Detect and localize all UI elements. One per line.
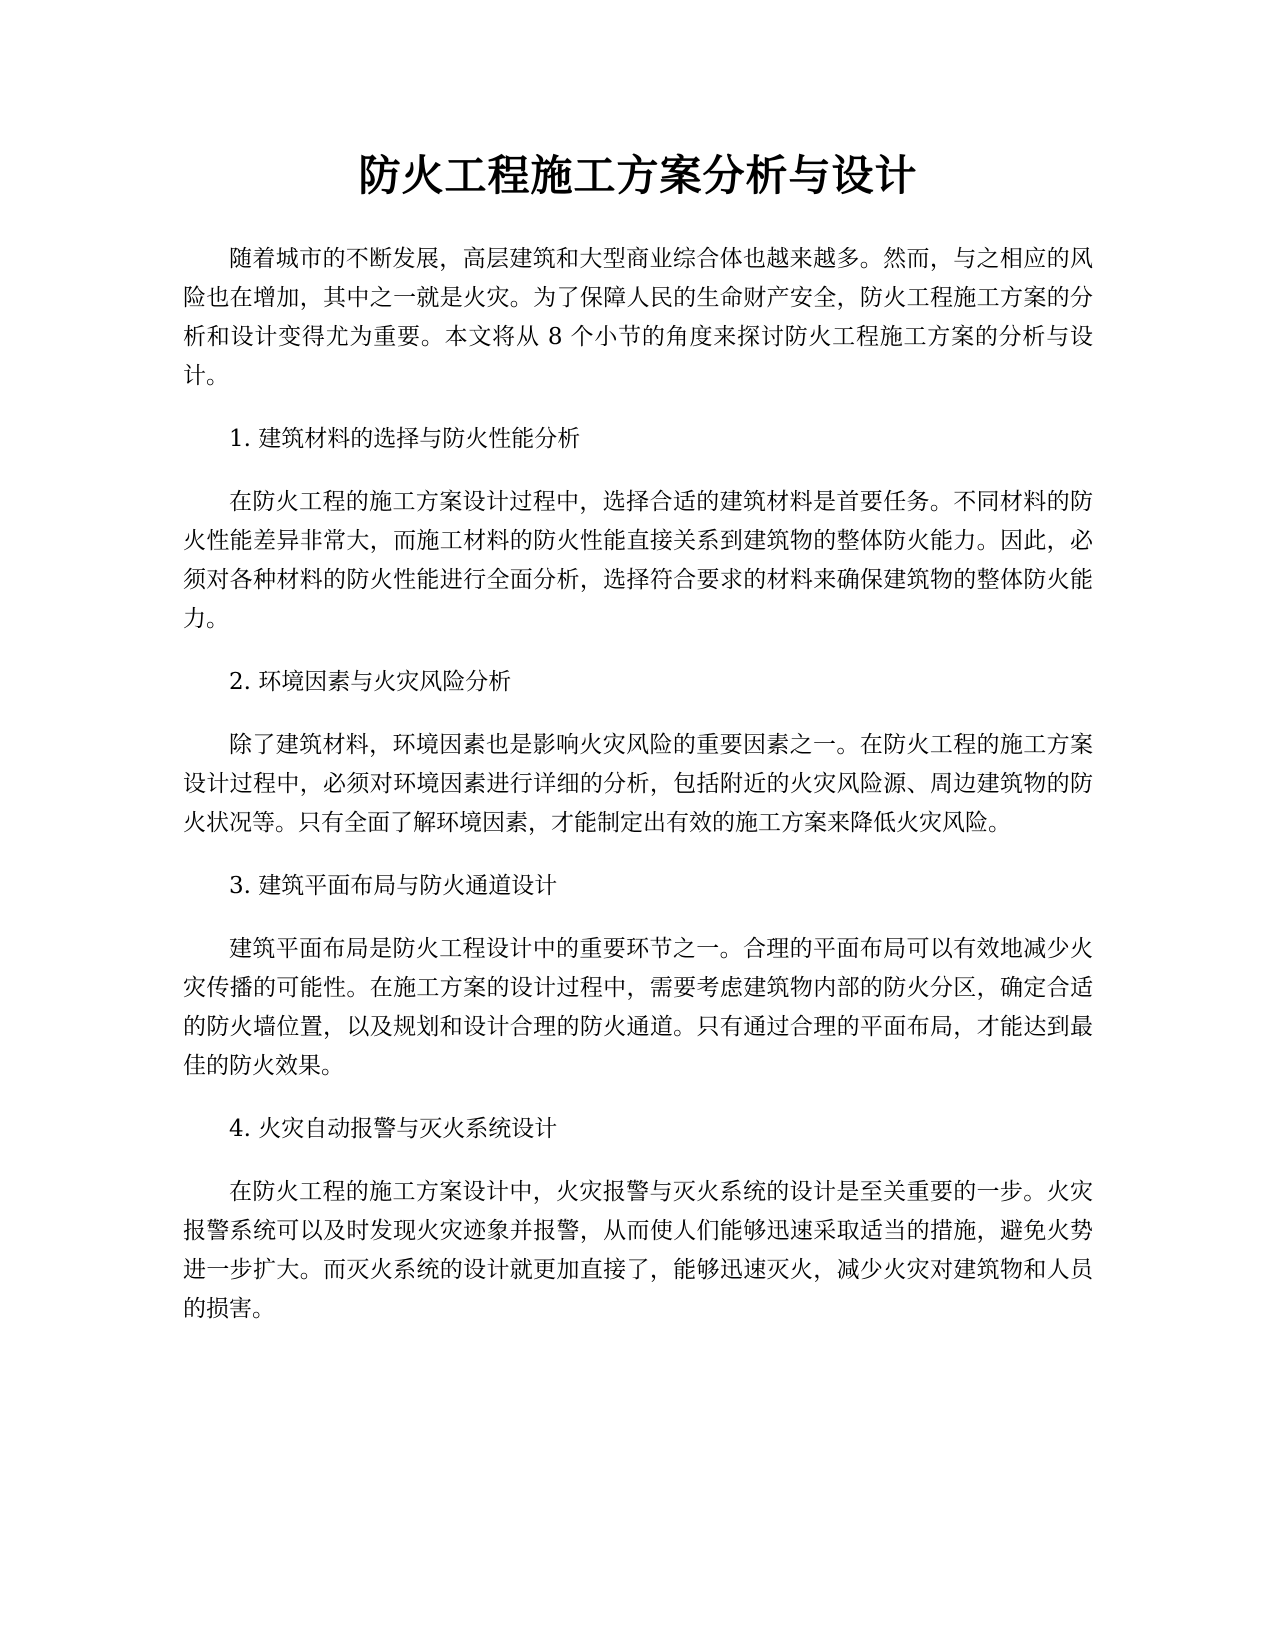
section-body-4: 在防火工程的施工方案设计中，火灾报警与灭火系统的设计是至关重要的一步。火灾报警系统可以及时发现火灾迹象并报警，从而使人们能够迅速采取适当的措施，避免火势进一步扩大。而灭火系统的设计就更加直接了，能够迅速灭火，减少火灾对建筑物和人员的损害。 <box>183 1179 1093 1322</box>
section-heading-2: 2. 环境因素与火灾风险分析 <box>229 669 512 695</box>
document-page <box>183 148 1093 1329</box>
section-heading-4: 4. 火灾自动报警与灭火系统设计 <box>229 1116 558 1142</box>
section-body-3: 建筑平面布局是防火工程设计中的重要环节之一。合理的平面布局可以有效地减少火灾传播的可能性。在施工方案的设计过程中，需要考虑建筑物内部的防火分区，确定合适的防火墙位置，以及规划和设计合理的防火通道。只有通过合理的平面布局，才能达到最佳的防火效果。 <box>183 936 1093 1079</box>
section-heading-3: 3. 建筑平面布局与防火通道设计 <box>229 873 558 899</box>
section-body-1: 在防火工程的施工方案设计过程中，选择合适的建筑材料是首要任务。不同材料的防火性能差异非常大，而施工材料的防火性能直接关系到建筑物的整体防火能力。因此，必须对各种材料的防火性能进行全面分析，选择符合要求的材料来确保建筑物的整体防火能力。 <box>183 489 1093 632</box>
intro-paragraph: 随着城市的不断发展，高层建筑和大型商业综合体也越来越多。然而，与之相应的风险也在增加，其中之一就是火灾。为了保障人民的生命财产安全，防火工程施工方案的分析和设计变得尤为重要。本文将从 8 个小节的角度来探讨防火工程施工方案的分析与设计。 <box>183 246 1093 389</box>
section-body-2: 除了建筑材料，环境因素也是影响火灾风险的重要因素之一。在防火工程的施工方案设计过程中，必须对环境因素进行详细的分析，包括附近的火灾风险源、周边建筑物的防火状况等。只有全面了解环境因素，才能制定出有效的施工方案来降低火灾风险。 <box>183 732 1093 836</box>
document-title: 防火工程施工方案分析与设计 <box>358 151 918 200</box>
section-heading-1: 1. 建筑材料的选择与防火性能分析 <box>229 426 581 452</box>
